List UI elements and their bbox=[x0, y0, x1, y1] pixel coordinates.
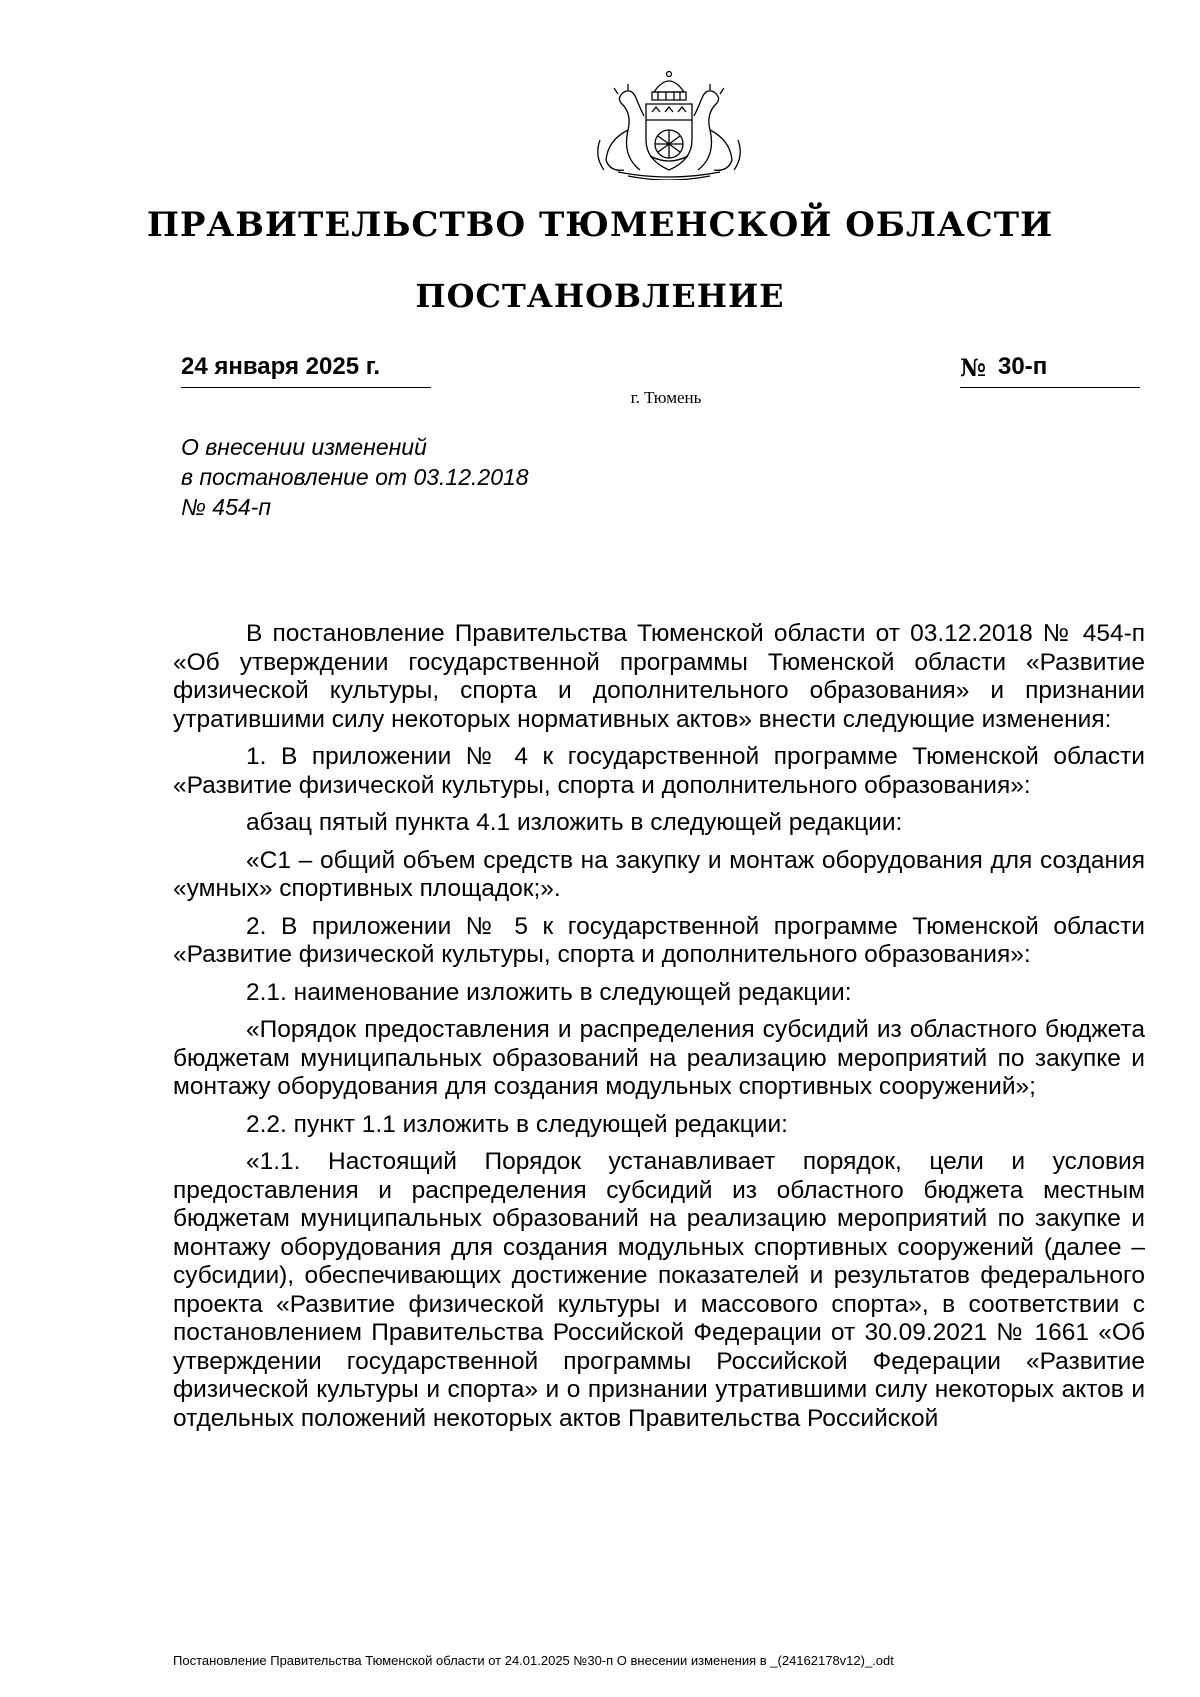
government-title: ПРАВИТЕЛЬСТВО ТЮМЕНСКОЙ ОБЛАСТИ bbox=[146, 205, 1054, 245]
body-paragraph: «С1 – общий объем средств на закупку и монтаж оборудования для создания «умных» спортивных площадок;». bbox=[173, 846, 1145, 902]
subject-line: О внесении изменений bbox=[181, 434, 427, 460]
body-paragraph: 1. В приложении № 4 к государственной программе Тюменской области «Развитие физической культуры, спорта и дополнительного образования»: bbox=[173, 743, 1145, 799]
date-field bbox=[181, 353, 431, 388]
document-date: 24 января 2025 г. bbox=[181, 353, 380, 380]
body-paragraph: 2.2. пункт 1.1 изложить в следующей редакции: bbox=[246, 1110, 788, 1138]
document-subject bbox=[181, 432, 681, 522]
subject-line: № 454-п bbox=[181, 494, 271, 520]
document-body bbox=[173, 620, 1145, 1442]
body-paragraph: абзац пятый пункта 4.1 изложить в следующей редакции: bbox=[246, 809, 903, 836]
body-paragraph: «1.1. Настоящий Порядок устанавливает порядок, цели и условия предоставления и распределения субсидий из областного бюджета местным бюджетам муниципальных образований на реализацию мероприятий по закупке и монтажу оборудования для создания модульных спортивных сооружений (далее – субсидии), обеспечивающих достижение показателей и результатов федерального проекта «Развитие физической культуры и массового спорта», в соответствии с постановлением Правительства Российской Федерации от 30.09.2021 № 1661 «Об утверждении государственной программы Российской Федерации «Развитие физической культуры и спорта» и о признании утратившими силу некоторых актов и отдельных положений некоторых актов Правительства Российской bbox=[173, 1148, 1145, 1432]
body-paragraph: «Порядок предоставления и распределения субсидий из областного бюджета бюджетам муниципальных образований на реализацию мероприятий по закупке и монтажу оборудования для создания модульных спортивных сооружений»; bbox=[173, 1016, 1145, 1100]
body-paragraph: В постановление Правительства Тюменской области от 03.12.2018 № 454-п «Об утверждении государственной программы Тюменской области «Развитие физической культуры, спорта и дополнительного образования» и признании утратившими силу некоторых нормативных актов» внести следующие изменения: bbox=[173, 620, 1145, 733]
body-paragraph: 2. В приложении № 5 к государственной программе Тюменской области «Развитие физической культуры, спорта и дополнительного образования»: bbox=[173, 912, 1145, 968]
subject-line: в постановление от 03.12.2018 bbox=[181, 464, 529, 490]
city-label: г. Тюмень bbox=[630, 388, 702, 407]
body-paragraph: 2.1. наименование изложить в следующей редакции: bbox=[246, 978, 852, 1006]
document-number: 30-п bbox=[998, 353, 1048, 380]
number-field bbox=[960, 353, 1140, 388]
coat-of-arms-icon bbox=[588, 70, 750, 180]
page-footer: Постановление Правительства Тюменской области от 24.01.2025 №30-п О внесении изменения в _(24162178v12)_.odt bbox=[173, 1653, 894, 1668]
document-type-title: ПОСТАНОВЛЕНИЕ bbox=[415, 277, 785, 315]
number-sign: № bbox=[960, 353, 987, 382]
